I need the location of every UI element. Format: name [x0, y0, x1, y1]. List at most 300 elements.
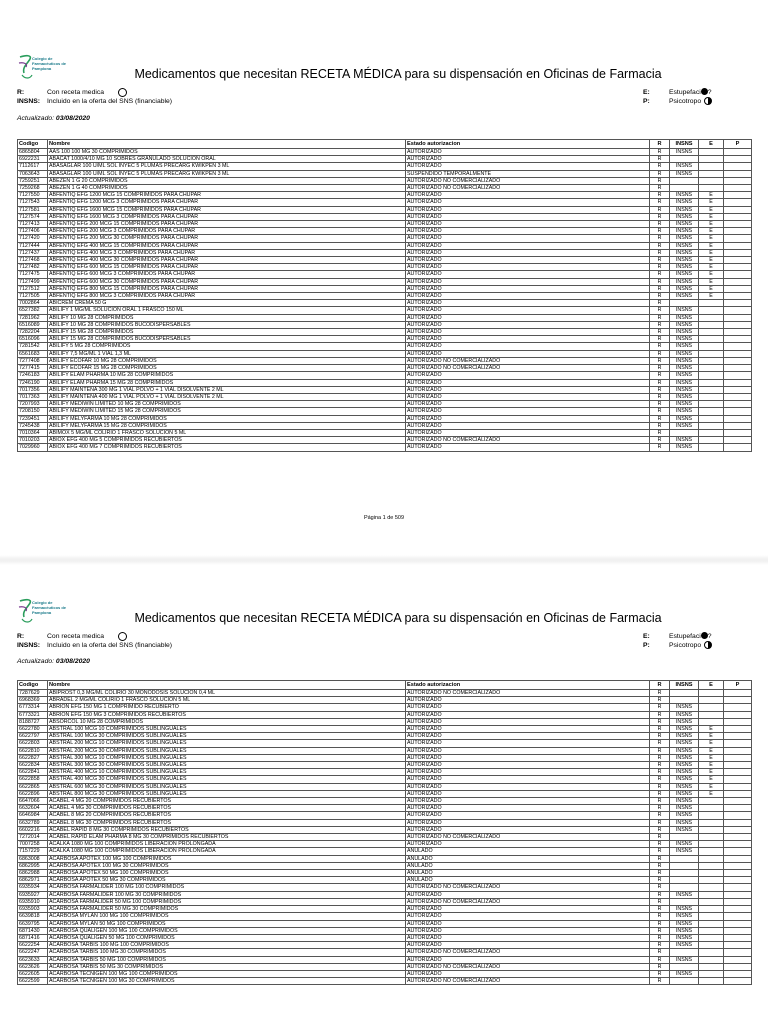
p-cell: [724, 798, 752, 805]
codigo-cell: 6622858: [18, 776, 48, 783]
insns-cell: INSNS: [670, 891, 699, 898]
e-cell: [699, 956, 724, 963]
nombre-cell: ACARBOSA TARBIS 100 MG 30 COMPRIMIDOS: [48, 949, 406, 956]
filled-circle-icon: [701, 632, 708, 639]
table-row: [18, 343, 752, 350]
e-cell: E: [699, 206, 724, 213]
codigo-cell: 7127543: [18, 199, 48, 206]
table-row: [18, 906, 752, 913]
p-cell: [724, 249, 752, 256]
estado-cell: AUTORIZADO: [406, 213, 650, 220]
r-cell: R: [650, 177, 670, 184]
table-body: [18, 690, 752, 985]
r-cell: R: [650, 884, 670, 891]
r-cell: R: [650, 235, 670, 242]
r-cell: R: [650, 163, 670, 170]
insns-cell: INSNS: [670, 401, 699, 408]
r-cell: R: [650, 834, 670, 841]
updated-date: 03/08/2020: [55, 115, 90, 122]
nombre-cell: ABILIFY 1 MG/ML SOLUCION ORAL 1 FRASCO 150 ML: [48, 307, 406, 314]
table-row: [18, 228, 752, 235]
table-row: [18, 386, 752, 393]
e-cell: [699, 884, 724, 891]
e-cell: E: [699, 747, 724, 754]
insns-cell: [670, 862, 699, 869]
codigo-cell: 7112617: [18, 163, 48, 170]
estado-cell: AUTORIZADO: [406, 711, 650, 718]
table-row: [18, 285, 752, 292]
insns-cell: INSNS: [670, 257, 699, 264]
nombre-cell: ABASAGLAR 100 U/ML SOL INYEC 5 PLUMAS PRECARG KWIKPEN 3 ML: [48, 170, 406, 177]
insns-cell: [670, 855, 699, 862]
e-cell: [699, 444, 724, 451]
estado-cell: AUTORIZADO: [406, 733, 650, 740]
p-cell: [724, 855, 752, 862]
r-cell: R: [650, 321, 670, 328]
nombre-cell: ABSTRAL 600 MCG 30 COMPRIMIDOS SUBLINGUALES: [48, 783, 406, 790]
half-circle-icon: [704, 641, 712, 649]
codigo-cell: 6622780: [18, 726, 48, 733]
nombre-cell: ABFENTIQ EFG 200 MCG 3 COMPRIMIDOS PARA CHUPAR: [48, 228, 406, 235]
legend-insns-label: Incluido en la oferta del SNS (financiable): [47, 98, 173, 105]
p-cell: [724, 762, 752, 769]
nombre-cell: ACABEL 8 MG 30 COMPRIMIDOS RECUBIERTOS: [48, 819, 406, 826]
e-cell: [699, 870, 724, 877]
p-cell: [724, 336, 752, 343]
nombre-cell: ACALKA 1080 MG 100 COMPRIMIDOS LIBERACION PROLONGADA: [48, 841, 406, 848]
e-cell: [699, 798, 724, 805]
p-cell: [724, 870, 752, 877]
estado-cell: AUTORIZADO: [406, 754, 650, 761]
column-r: R: [650, 681, 670, 690]
codigo-cell: 6935910: [18, 898, 48, 905]
r-cell: R: [650, 293, 670, 300]
insns-cell: INSNS: [670, 408, 699, 415]
p-cell: [724, 754, 752, 761]
r-cell: R: [650, 790, 670, 797]
p-cell: [724, 300, 752, 307]
codigo-cell: 7245438: [18, 422, 48, 429]
estado-cell: AUTORIZADO: [406, 192, 650, 199]
p-cell: [724, 185, 752, 192]
e-cell: [699, 934, 724, 941]
insns-cell: INSNS: [670, 819, 699, 826]
nombre-cell: ABFENTIQ EFG 800 MCG 3 COMPRIMIDOS PARA CHUPAR: [48, 293, 406, 300]
table-row: [18, 149, 752, 156]
codigo-cell: 6863008: [18, 855, 48, 862]
nombre-cell: ABFENTIQ EFG 400 MCG 3 COMPRIMIDOS PARA CHUPAR: [48, 249, 406, 256]
insns-cell: INSNS: [670, 776, 699, 783]
nombre-cell: ABFENTIQ EFG 600 MCG 15 COMPRIMIDOS PARA CHUPAR: [48, 264, 406, 271]
nombre-cell: ACARBOSA FARMALIDER 50 MG 30 COMPRIMIDOS: [48, 906, 406, 913]
table-row: [18, 776, 752, 783]
p-cell: [724, 884, 752, 891]
estado-cell: AUTORIZADO: [406, 393, 650, 400]
estado-cell: AUTORIZADO: [406, 913, 650, 920]
e-cell: [699, 437, 724, 444]
r-cell: R: [650, 697, 670, 704]
nombre-cell: ABILIFY MEDIWIN LIMITED 15 MG 28 COMPRIMIDOS: [48, 408, 406, 415]
e-cell: [699, 393, 724, 400]
estado-cell: AUTORIZADO: [406, 927, 650, 934]
nombre-cell: ABILIFY ELAM PHARMA 15 MG 28 COMPRIMIDOS: [48, 379, 406, 386]
nombre-cell: ABFENTIQ EFG 1600 MCG 15 COMPRIMIDOS PARA CHUPAR: [48, 206, 406, 213]
e-cell: [699, 805, 724, 812]
p-cell: [724, 913, 752, 920]
codigo-cell: 7127550: [18, 192, 48, 199]
nombre-cell: ACARBOSA MYLAN 50 MG 100 COMPRIMIDOS: [48, 920, 406, 927]
r-cell: R: [650, 690, 670, 697]
p-cell: [724, 927, 752, 934]
table-row: [18, 841, 752, 848]
table-row: [18, 826, 752, 833]
e-cell: [699, 329, 724, 336]
estado-cell: AUTORIZADO: [406, 336, 650, 343]
nombre-cell: ABILIFY 10 MG 28 COMPRIMIDOS BUCODISPERSABLES: [48, 321, 406, 328]
updated-label: Actualizado:: [17, 115, 55, 122]
nombre-cell: ACARBOSA MYLAN 100 MG 100 COMPRIMIDOS: [48, 913, 406, 920]
estado-cell: ANULADO: [406, 848, 650, 855]
insns-cell: INSNS: [670, 812, 699, 819]
insns-cell: INSNS: [670, 221, 699, 228]
table-row: [18, 754, 752, 761]
insns-cell: INSNS: [670, 798, 699, 805]
p-cell: [724, 343, 752, 350]
codigo-cell: 7272014: [18, 834, 48, 841]
nombre-cell: ACABEL RAPID ELAM PHARMA 8 MG 30 COMPRIMIDOS RECUBIERTOS: [48, 834, 406, 841]
p-cell: [724, 422, 752, 429]
codigo-cell: 7281962: [18, 314, 48, 321]
table-row: [18, 271, 752, 278]
e-cell: [699, 877, 724, 884]
legend-r-key: R:: [17, 633, 25, 640]
estado-cell: AUTORIZADO: [406, 429, 650, 436]
r-cell: R: [650, 242, 670, 249]
codigo-cell: 7127581: [18, 206, 48, 213]
p-cell: [724, 769, 752, 776]
codigo-cell: 7127444: [18, 242, 48, 249]
r-cell: R: [650, 170, 670, 177]
updated-date: 03/08/2020: [55, 658, 90, 665]
table-row: [18, 408, 752, 415]
estado-cell: AUTORIZADO: [406, 697, 650, 704]
r-cell: R: [650, 812, 670, 819]
p-cell: [724, 357, 752, 364]
e-cell: [699, 379, 724, 386]
estado-cell: AUTORIZADO: [406, 422, 650, 429]
table-row: [18, 235, 752, 242]
e-cell: [699, 855, 724, 862]
e-cell: [699, 177, 724, 184]
nombre-cell: ABFENTIQ EFG 200 MCG 15 COMPRIMIDOS PARA CHUPAR: [48, 221, 406, 228]
r-cell: R: [650, 221, 670, 228]
codigo-cell: 6871416: [18, 934, 48, 941]
r-cell: R: [650, 444, 670, 451]
insns-cell: INSNS: [670, 199, 699, 206]
insns-cell: INSNS: [670, 805, 699, 812]
empty-circle-icon: [118, 88, 127, 97]
legend-p-label: Psicotropo: [669, 98, 702, 105]
table-row: [18, 249, 752, 256]
e-cell: [699, 906, 724, 913]
estado-cell: AUTORIZADO: [406, 379, 650, 386]
codigo-cell: 6646984: [18, 812, 48, 819]
column-codigo: Codigo: [18, 140, 48, 149]
estado-cell: AUTORIZADO: [406, 956, 650, 963]
estado-cell: AUTORIZADO: [406, 249, 650, 256]
nombre-cell: ABRION EFG 150 MG 3 COMPRIMIDOS RECUBIERTOS: [48, 711, 406, 718]
insns-cell: INSNS: [670, 769, 699, 776]
insns-cell: INSNS: [670, 934, 699, 941]
nombre-cell: ABFENTIQ EFG 400 MCG 30 COMPRIMIDOS PARA CHUPAR: [48, 257, 406, 264]
e-cell: E: [699, 733, 724, 740]
insns-cell: INSNS: [670, 264, 699, 271]
e-cell: E: [699, 769, 724, 776]
estado-cell: AUTORIZADO NO COMERCIALIZADO: [406, 177, 650, 184]
nombre-cell: ABIPROST 0,3 MG/ML COLIRIO 30 MONODOSIS SOLUCION 0,4 ML: [48, 690, 406, 697]
column-estado: Estado autorizacion: [406, 681, 650, 690]
p-cell: [724, 877, 752, 884]
table-row: [18, 877, 752, 884]
e-cell: [699, 156, 724, 163]
r-cell: R: [650, 906, 670, 913]
legend-insns-label: Incluido en la oferta del SNS (financiable): [47, 642, 173, 649]
e-cell: [699, 711, 724, 718]
e-cell: [699, 812, 724, 819]
nombre-cell: ABSTRAL 100 MCG 10 COMPRIMIDOS SUBLINGUALES: [48, 726, 406, 733]
e-cell: E: [699, 783, 724, 790]
table-row: [18, 783, 752, 790]
e-cell: [699, 350, 724, 357]
estado-cell: AUTORIZADO: [406, 199, 650, 206]
r-cell: R: [650, 365, 670, 372]
nombre-cell: ABIOX EFG 400 MG 5 COMPRIMIDOS RECUBIERTOS: [48, 437, 406, 444]
table-row: [18, 415, 752, 422]
insns-cell: [670, 177, 699, 184]
logo-text: Colegio de Farmacéuticos de Pamplona: [32, 56, 67, 71]
table-row: [18, 379, 752, 386]
e-cell: E: [699, 278, 724, 285]
e-cell: [699, 862, 724, 869]
table-row: [18, 934, 752, 941]
e-cell: [699, 357, 724, 364]
estado-cell: AUTORIZADO: [406, 970, 650, 977]
nombre-cell: ABILIFY ECOFAR 10 MG 28 COMPRIMIDOS: [48, 357, 406, 364]
r-cell: R: [650, 192, 670, 199]
p-cell: [724, 891, 752, 898]
nombre-cell: ACALKA 1080 MG 100 COMPRIMIDOS LIBERACION PROLONGADA: [48, 848, 406, 855]
estado-cell: AUTORIZADO: [406, 704, 650, 711]
legend-e-key: E:: [643, 89, 650, 96]
table-row: [18, 372, 752, 379]
legend-right: [643, 632, 712, 650]
p-cell: [724, 740, 752, 747]
r-cell: R: [650, 437, 670, 444]
p-cell: [724, 379, 752, 386]
updated-label: Actualizado:: [17, 658, 55, 665]
p-cell: [724, 242, 752, 249]
insns-cell: INSNS: [670, 206, 699, 213]
e-cell: [699, 343, 724, 350]
estado-cell: ANULADO: [406, 877, 650, 884]
estado-cell: AUTORIZADO: [406, 300, 650, 307]
nombre-cell: ACARBOSA APOTEX 50 MG 30 COMPRIMIDOS: [48, 877, 406, 884]
p-cell: [724, 697, 752, 704]
r-cell: R: [650, 386, 670, 393]
half-circle-icon: [704, 97, 712, 105]
nombre-cell: ABFENTIQ EFG 400 MCG 15 COMPRIMIDOS PARA CHUPAR: [48, 242, 406, 249]
codigo-cell: 6622896: [18, 790, 48, 797]
e-cell: [699, 970, 724, 977]
p-cell: [724, 177, 752, 184]
p-cell: [724, 307, 752, 314]
estado-cell: AUTORIZADO: [406, 350, 650, 357]
estado-cell: AUTORIZADO NO COMERCIALIZADO: [406, 834, 650, 841]
insns-cell: INSNS: [670, 415, 699, 422]
insns-cell: [670, 978, 699, 985]
r-cell: R: [650, 826, 670, 833]
nombre-cell: ABFENTIQ EFG 1600 MCG 3 COMPRIMIDOS PARA CHUPAR: [48, 213, 406, 220]
nombre-cell: ABICREM CREMA 50 G: [48, 300, 406, 307]
r-cell: R: [650, 754, 670, 761]
nombre-cell: ABILIFY 5 MG 28 COMPRIMIDOS: [48, 343, 406, 350]
nombre-cell: ABEZEN 1 G 20 COMPRIMIDOS: [48, 177, 406, 184]
table-row: [18, 704, 752, 711]
r-cell: R: [650, 429, 670, 436]
e-cell: [699, 841, 724, 848]
e-cell: [699, 898, 724, 905]
codigo-cell: 7127505: [18, 293, 48, 300]
insns-cell: INSNS: [670, 285, 699, 292]
nombre-cell: ABSTRAL 300 MCG 30 COMPRIMIDOS SUBLINGUALES: [48, 762, 406, 769]
insns-cell: [670, 884, 699, 891]
legend-e-label: Estupefaci: [669, 89, 701, 96]
insns-cell: INSNS: [670, 956, 699, 963]
codigo-cell: 7207993: [18, 401, 48, 408]
estado-cell: AUTORIZADO NO COMERCIALIZADO: [406, 963, 650, 970]
r-cell: R: [650, 264, 670, 271]
r-cell: R: [650, 257, 670, 264]
table-row: [18, 242, 752, 249]
estado-cell: ANULADO: [406, 855, 650, 862]
table-row: [18, 307, 752, 314]
legend-r-key: R:: [17, 89, 25, 96]
codigo-cell: 6865804: [18, 149, 48, 156]
estado-cell: AUTORIZADO: [406, 718, 650, 725]
r-cell: R: [650, 336, 670, 343]
nombre-cell: ABSTRAL 200 MCG 30 COMPRIMIDOS SUBLINGUALES: [48, 747, 406, 754]
nombre-cell: ACARBOSA FARMALIDER 100 MG 30 COMPRIMIDOS: [48, 891, 406, 898]
r-cell: R: [650, 762, 670, 769]
codigo-cell: 7246190: [18, 379, 48, 386]
p-cell: [724, 848, 752, 855]
p-cell: [724, 235, 752, 242]
nombre-cell: ABIMOX 5 MG/ML COLIRIO 1 FRASCO SOLUCION 5 ML: [48, 429, 406, 436]
e-cell: [699, 697, 724, 704]
codigo-cell: 7127413: [18, 221, 48, 228]
p-cell: [724, 956, 752, 963]
codigo-cell: 7282204: [18, 329, 48, 336]
estado-cell: AUTORIZADO: [406, 206, 650, 213]
codigo-cell: 7281542: [18, 343, 48, 350]
table-body: [18, 149, 752, 452]
table-row: [18, 393, 752, 400]
r-cell: R: [650, 415, 670, 422]
table-row: [18, 170, 752, 177]
table-row: [18, 300, 752, 307]
r-cell: R: [650, 408, 670, 415]
codigo-cell: 6639818: [18, 913, 48, 920]
column-nombre: Nombre: [48, 681, 406, 690]
codigo-cell: 7127499: [18, 278, 48, 285]
estado-cell: AUTORIZADO: [406, 271, 650, 278]
page-title: Medicamentos que necesitan RECETA MÉDICA para su dispensación en Oficinas de Farmacia: [134, 611, 662, 625]
nombre-cell: ABRION EFG 150 MG 1 COMPRIMIDO RECUBIERTO: [48, 704, 406, 711]
insns-cell: INSNS: [670, 213, 699, 220]
p-cell: [724, 906, 752, 913]
nombre-cell: ACARBOSA TARBIS 50 MG 100 COMPRIMIDOS: [48, 956, 406, 963]
insns-cell: INSNS: [670, 848, 699, 855]
e-cell: [699, 978, 724, 985]
insns-cell: INSNS: [670, 913, 699, 920]
estado-cell: AUTORIZADO: [406, 408, 650, 415]
e-cell: [699, 321, 724, 328]
codigo-cell: 6623633: [18, 956, 48, 963]
insns-cell: INSNS: [670, 249, 699, 256]
insns-cell: INSNS: [670, 278, 699, 285]
codigo-cell: 6527382: [18, 307, 48, 314]
e-cell: [699, 401, 724, 408]
p-cell: [724, 257, 752, 264]
codigo-cell: 6632604: [18, 805, 48, 812]
nombre-cell: ACABEL RAPID 8 MG 30 COMPRIMIDOS RECUBIERTOS: [48, 826, 406, 833]
legend-left: [17, 632, 172, 650]
empty-circle-icon: [118, 632, 127, 641]
estado-cell: AUTORIZADO NO COMERCIALIZADO: [406, 357, 650, 364]
r-cell: R: [650, 776, 670, 783]
e-cell: [699, 429, 724, 436]
estado-cell: AUTORIZADO NO COMERCIALIZADO: [406, 690, 650, 697]
e-cell: E: [699, 249, 724, 256]
r-cell: R: [650, 718, 670, 725]
insns-cell: INSNS: [670, 271, 699, 278]
nombre-cell: ABIOX EFG 400 MG 7 COMPRIMIDOS RECUBIERTOS: [48, 444, 406, 451]
p-cell: [724, 920, 752, 927]
p-cell: [724, 970, 752, 977]
nombre-cell: ABILIFY MELYFARMA 15 MG 28 COMPRIMIDOS: [48, 422, 406, 429]
insns-cell: INSNS: [670, 192, 699, 199]
insns-cell: INSNS: [670, 733, 699, 740]
table-row: [18, 329, 752, 336]
e-cell: [699, 307, 724, 314]
insns-cell: INSNS: [670, 386, 699, 393]
page-footer: Página 1 de 509: [363, 515, 405, 521]
insns-cell: INSNS: [670, 841, 699, 848]
nombre-cell: ABILIFY 15 MG 28 COMPRIMIDOS: [48, 329, 406, 336]
r-cell: R: [650, 422, 670, 429]
e-cell: E: [699, 192, 724, 199]
table-row: [18, 711, 752, 718]
estado-cell: AUTORIZADO NO COMERCIALIZADO: [406, 978, 650, 985]
e-cell: [699, 300, 724, 307]
p-cell: [724, 264, 752, 271]
codigo-cell: 6862988: [18, 870, 48, 877]
legend-right: [643, 88, 712, 106]
insns-cell: [670, 870, 699, 877]
table-row: [18, 920, 752, 927]
estado-cell: AUTORIZADO: [406, 242, 650, 249]
r-cell: R: [650, 206, 670, 213]
